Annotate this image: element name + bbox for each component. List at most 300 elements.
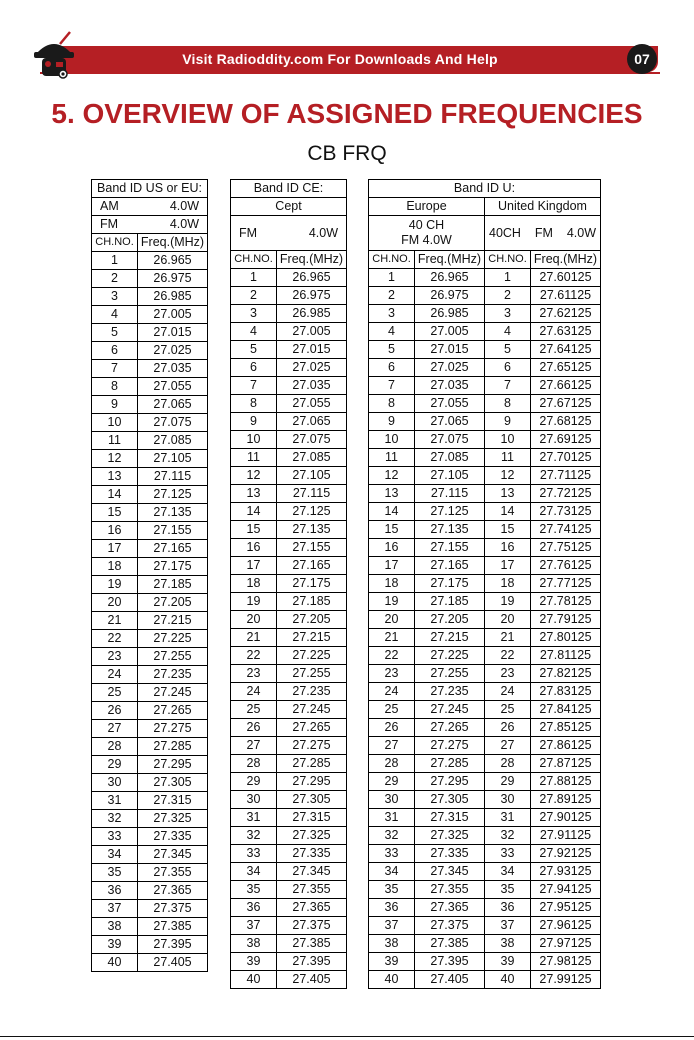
channel-number-cell: 9 [485,413,531,431]
channel-number-cell: 22 [92,630,138,648]
frequency-cell: 27.295 [415,773,485,791]
channel-number-cell: 11 [485,449,531,467]
frequency-cell: 27.67125 [531,395,601,413]
channel-number-cell: 31 [485,809,531,827]
table-row [231,575,347,593]
frequency-cell: 27.025 [415,359,485,377]
frequency-cell: 26.965 [138,252,208,270]
frequency-cell: 27.285 [415,755,485,773]
channel-number-cell: 29 [231,773,277,791]
frequency-cell: 27.64125 [531,341,601,359]
frequency-cell: 27.115 [277,485,347,503]
table-row [369,701,601,719]
frequency-cell: 27.335 [138,828,208,846]
table-row [231,305,347,323]
frequency-cell: 27.61125 [531,287,601,305]
channel-number-cell: 34 [485,863,531,881]
column-header-freq: Freq.(MHz) [415,251,485,269]
table-row [231,755,347,773]
table-row [231,629,347,647]
frequency-cell: 27.76125 [531,557,601,575]
band-label: Band ID US or EU: [92,180,208,198]
table-row [369,323,601,341]
table-row [369,629,601,647]
frequency-cell: 27.89125 [531,791,601,809]
frequency-cell: 27.185 [138,576,208,594]
channel-number-cell: 38 [231,935,277,953]
frequency-cell: 27.395 [415,953,485,971]
table-row [231,683,347,701]
channel-number-cell: 23 [485,665,531,683]
channel-number-cell: 8 [485,395,531,413]
frequency-cell: 27.055 [138,378,208,396]
radio-robot-logo-icon [30,30,78,80]
channel-number-cell: 5 [369,341,415,359]
table-row [92,324,208,342]
frequency-cell: 27.83125 [531,683,601,701]
frequency-cell: 27.235 [277,683,347,701]
table-row [231,287,347,305]
table-row [369,413,601,431]
uk-power-label: 4.0W [566,225,596,240]
frequency-cell: 27.335 [277,845,347,863]
table-row [369,935,601,953]
frequency-cell: 27.275 [415,737,485,755]
channel-number-cell: 19 [369,593,415,611]
table-row [231,503,347,521]
table-row [369,791,601,809]
table-row [369,755,601,773]
frequency-cell: 27.70125 [531,449,601,467]
table-row [231,953,347,971]
frequency-cell: 27.105 [138,450,208,468]
channel-number-cell: 25 [369,701,415,719]
table-row [231,521,347,539]
table-row [92,306,208,324]
frequency-cell: 27.155 [277,539,347,557]
channel-number-cell: 1 [369,269,415,287]
frequency-cell: 27.91125 [531,827,601,845]
channel-number-cell: 28 [231,755,277,773]
frequency-cell: 27.135 [277,521,347,539]
frequency-cell: 27.265 [277,719,347,737]
mode-cell [231,216,347,251]
frequency-cell: 27.215 [415,629,485,647]
frequency-cell: 27.185 [277,593,347,611]
channel-number-cell: 12 [485,467,531,485]
frequency-cell: 27.085 [415,449,485,467]
table-row [231,485,347,503]
table-row [92,396,208,414]
frequency-cell: 27.75125 [531,539,601,557]
table-row [92,594,208,612]
frequency-cell: 27.055 [277,395,347,413]
channel-number-cell: 26 [369,719,415,737]
power-label: 4.0W [169,199,199,213]
channel-number-cell: 18 [369,575,415,593]
frequency-cell: 27.93125 [531,863,601,881]
table-row [92,810,208,828]
header-banner [62,46,658,72]
table-row [231,449,347,467]
frequency-cell: 27.265 [415,719,485,737]
table-row [92,540,208,558]
frequency-cell: 27.035 [138,360,208,378]
channel-number-cell: 31 [369,809,415,827]
table-header-row [369,180,601,198]
channel-number-cell: 18 [485,575,531,593]
table-row [231,665,347,683]
channel-number-cell: 10 [92,414,138,432]
frequency-cell: 27.84125 [531,701,601,719]
frequency-cell: 27.255 [415,665,485,683]
frequency-cell: 27.175 [138,558,208,576]
frequency-cell: 27.80125 [531,629,601,647]
frequency-cell: 26.985 [277,305,347,323]
frequency-cell: 27.355 [415,881,485,899]
frequency-cell: 27.77125 [531,575,601,593]
channel-number-cell: 13 [231,485,277,503]
region-label: Cept [231,198,347,216]
channel-number-cell: 16 [485,539,531,557]
frequency-cell: 26.965 [277,269,347,287]
table-row [92,900,208,918]
frequency-cell: 27.385 [415,935,485,953]
channel-number-cell: 21 [231,629,277,647]
frequency-cell: 27.255 [277,665,347,683]
frequency-cell: 27.075 [277,431,347,449]
channel-number-cell: 25 [92,684,138,702]
table-row [92,702,208,720]
channel-number-cell: 33 [92,828,138,846]
channel-number-cell: 14 [231,503,277,521]
channel-number-cell: 24 [369,683,415,701]
frequency-cell: 27.065 [415,413,485,431]
frequency-cell: 27.225 [277,647,347,665]
channel-number-cell: 32 [92,810,138,828]
table-row [92,720,208,738]
table-ce [230,179,347,989]
frequency-cell: 27.165 [138,540,208,558]
frequency-cell: 27.96125 [531,917,601,935]
channel-number-cell: 13 [92,468,138,486]
uk-mode-cell [485,216,601,251]
frequency-cell: 27.225 [138,630,208,648]
band-label: Band ID U: [369,180,601,198]
channel-number-cell: 36 [92,882,138,900]
frequency-cell: 27.035 [277,377,347,395]
channel-number-cell: 9 [92,396,138,414]
table-row [231,359,347,377]
page-subtitle: CB FRQ [307,142,387,165]
table-row [369,377,601,395]
table-row [231,899,347,917]
frequency-cell: 27.66125 [531,377,601,395]
frequency-cell: 27.275 [277,737,347,755]
table-row [92,252,208,270]
frequency-cell: 27.335 [415,845,485,863]
channel-number-cell: 37 [231,917,277,935]
channel-number-cell: 35 [369,881,415,899]
frequency-cell: 27.035 [415,377,485,395]
table-row [369,467,601,485]
frequency-cell: 26.975 [415,287,485,305]
table-row [92,954,208,972]
region-europe-label: Europe [369,198,485,216]
channel-number-cell: 21 [485,629,531,647]
column-header-row [92,234,208,252]
table-row [369,881,601,899]
channel-number-cell: 8 [369,395,415,413]
table-row [231,593,347,611]
frequency-cell: 27.295 [138,756,208,774]
table-row [369,305,601,323]
page-bottom-rule [0,1036,694,1037]
frequency-cell: 27.345 [277,863,347,881]
channel-number-cell: 11 [231,449,277,467]
table-row [369,575,601,593]
frequency-cell: 26.965 [415,269,485,287]
frequency-cell: 27.055 [415,395,485,413]
channel-number-cell: 36 [369,899,415,917]
column-header-row [369,251,601,269]
table-row [369,539,601,557]
channel-number-cell: 27 [369,737,415,755]
mode-row [92,198,208,216]
table-row [92,288,208,306]
channel-number-cell: 12 [92,450,138,468]
table-header-row [92,180,208,198]
table-row [92,504,208,522]
channel-number-cell: 4 [485,323,531,341]
page-title: 5. OVERVIEW OF ASSIGNED FREQUENCIES [51,98,643,129]
table-row [369,971,601,989]
table-row [369,899,601,917]
table-row [231,881,347,899]
power-label: 4.0W [169,217,199,231]
frequency-cell: 27.065 [277,413,347,431]
channel-number-cell: 3 [485,305,531,323]
channel-number-cell: 39 [231,953,277,971]
channel-number-cell: 16 [92,522,138,540]
channel-number-cell: 23 [231,665,277,683]
channel-number-cell: 36 [231,899,277,917]
channel-number-cell: 6 [231,359,277,377]
table-row [231,827,347,845]
table-row [92,450,208,468]
channel-number-cell: 21 [369,629,415,647]
frequency-cell: 27.065 [138,396,208,414]
channel-number-cell: 15 [92,504,138,522]
frequency-cell: 27.74125 [531,521,601,539]
column-header-ch: CH.NO. [231,251,277,269]
frequency-cell: 27.105 [277,467,347,485]
table-u [368,179,601,989]
channel-number-cell: 27 [485,737,531,755]
mode-row [92,216,208,234]
table-row [369,593,601,611]
table-row [231,737,347,755]
table-row [92,486,208,504]
channel-number-cell: 35 [92,864,138,882]
channel-number-cell: 18 [231,575,277,593]
table-row [231,773,347,791]
table-row [369,503,601,521]
channel-number-cell: 7 [369,377,415,395]
channel-number-cell: 13 [485,485,531,503]
table-row [369,521,601,539]
channel-number-cell: 38 [369,935,415,953]
frequency-cell: 27.98125 [531,953,601,971]
channel-number-cell: 12 [369,467,415,485]
channel-number-cell: 10 [369,431,415,449]
channel-number-cell: 38 [92,918,138,936]
channel-number-cell: 32 [231,827,277,845]
table-row [92,576,208,594]
channel-number-cell: 30 [369,791,415,809]
uk-channel-count: 40CH [489,225,521,240]
frequency-cell: 27.135 [138,504,208,522]
table-row [231,341,347,359]
channel-number-cell: 8 [92,378,138,396]
channel-number-cell: 34 [369,863,415,881]
table-row [369,359,601,377]
channel-number-cell: 22 [369,647,415,665]
table-row [231,863,347,881]
table-row [369,647,601,665]
table-row [92,558,208,576]
table-row [369,719,601,737]
channel-number-cell: 26 [92,702,138,720]
frequency-cell: 27.375 [415,917,485,935]
region-row [369,198,601,216]
frequency-cell: 27.205 [277,611,347,629]
frequency-cell: 27.97125 [531,935,601,953]
frequency-cell: 27.94125 [531,881,601,899]
frequency-cell: 27.375 [138,900,208,918]
frequency-cell: 27.63125 [531,323,601,341]
channel-number-cell: 2 [92,270,138,288]
frequency-cell: 27.79125 [531,611,601,629]
frequency-cell: 27.86125 [531,737,601,755]
column-header-freq: Freq.(MHz) [277,251,347,269]
frequency-cell: 27.345 [415,863,485,881]
frequency-cell: 27.73125 [531,503,601,521]
table-row [92,792,208,810]
channel-number-cell: 3 [231,305,277,323]
frequency-cell: 27.325 [277,827,347,845]
channel-number-cell: 19 [485,593,531,611]
frequency-cell: 27.235 [138,666,208,684]
table-row [369,845,601,863]
channel-number-cell: 19 [231,593,277,611]
channel-number-cell: 17 [369,557,415,575]
channel-number-cell: 36 [485,899,531,917]
channel-number-cell: 26 [231,719,277,737]
frequency-cell: 27.68125 [531,413,601,431]
table-row [231,809,347,827]
channel-number-cell: 2 [485,287,531,305]
frequency-cell: 27.315 [138,792,208,810]
frequency-cell: 27.015 [277,341,347,359]
table-row [231,395,347,413]
channel-number-cell: 24 [485,683,531,701]
channel-number-cell: 20 [369,611,415,629]
frequency-cell: 27.65125 [531,359,601,377]
channel-number-cell: 6 [485,359,531,377]
banner-text: Visit Radioddity.com For Downloads And Help [182,51,498,67]
channel-number-cell: 1 [92,252,138,270]
channel-number-cell: 5 [485,341,531,359]
frequency-cell: 27.95125 [531,899,601,917]
frequency-cell: 27.71125 [531,467,601,485]
frequency-cell: 27.135 [415,521,485,539]
frequency-cell: 27.025 [277,359,347,377]
frequency-cell: 27.365 [138,882,208,900]
table-row [369,863,601,881]
frequency-cell: 27.315 [415,809,485,827]
table-row [369,953,601,971]
channel-number-cell: 10 [231,431,277,449]
mode-label: FM [100,217,119,231]
table-row [92,738,208,756]
table-row [92,864,208,882]
frequency-cell: 27.87125 [531,755,601,773]
table-row [92,666,208,684]
frequency-cell: 26.985 [415,305,485,323]
channel-number-cell: 7 [485,377,531,395]
table-row [92,684,208,702]
channel-number-cell: 37 [369,917,415,935]
channel-number-cell: 38 [485,935,531,953]
channel-number-cell: 5 [92,324,138,342]
table-row [231,647,347,665]
channel-number-cell: 5 [231,341,277,359]
channel-number-cell: 31 [231,809,277,827]
channel-number-cell: 20 [231,611,277,629]
channel-number-cell: 15 [485,521,531,539]
channel-number-cell: 30 [92,774,138,792]
frequency-cell: 27.005 [415,323,485,341]
channel-number-cell: 10 [485,431,531,449]
frequency-cell: 27.205 [138,594,208,612]
channel-number-cell: 7 [231,377,277,395]
table-row [231,323,347,341]
frequency-cell: 27.78125 [531,593,601,611]
channel-number-cell: 26 [485,719,531,737]
region-row [231,198,347,216]
table-row [369,449,601,467]
frequency-cell: 27.115 [138,468,208,486]
europe-mode-label: FM 4.0W [401,233,452,247]
frequency-cell: 27.175 [277,575,347,593]
channel-number-cell: 15 [369,521,415,539]
channel-number-cell: 29 [485,773,531,791]
mode-label: AM [100,199,119,213]
frequency-cell: 27.405 [415,971,485,989]
frequency-cell: 27.375 [277,917,347,935]
frequency-cell: 27.69125 [531,431,601,449]
channel-number-cell: 11 [92,432,138,450]
channel-number-cell: 35 [231,881,277,899]
channel-number-cell: 39 [369,953,415,971]
column-header-ch: CH.NO. [92,234,138,252]
page-number-badge: 07 [627,44,657,74]
table-row [92,756,208,774]
channel-number-cell: 1 [231,269,277,287]
mode-row [231,216,347,251]
frequency-cell: 27.325 [138,810,208,828]
